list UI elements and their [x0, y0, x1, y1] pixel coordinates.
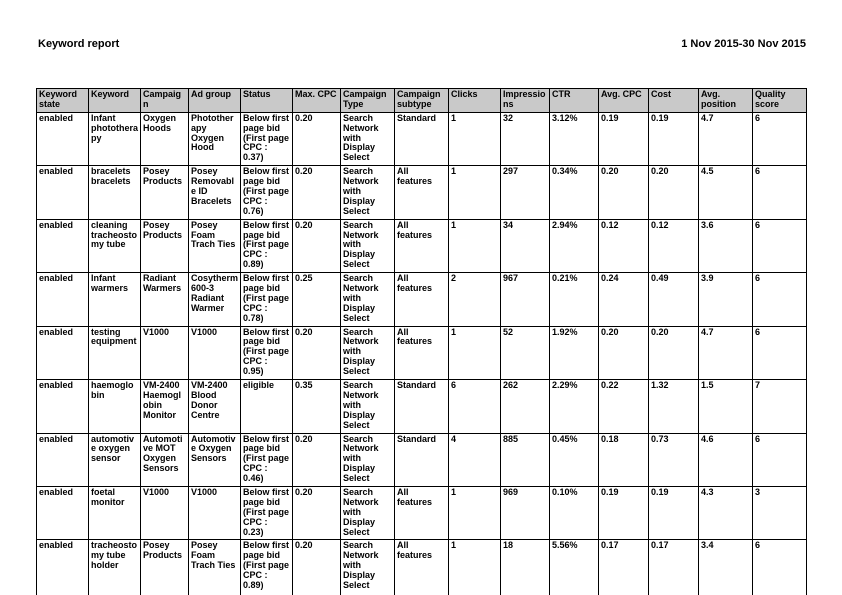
table-cell: 3.6	[699, 219, 753, 272]
table-cell: Posey Products	[141, 540, 189, 595]
table-cell: 6	[753, 112, 807, 165]
table-cell: Below first page bid (First page CPC : 0.78)	[241, 273, 293, 326]
table-cell: 0.20	[599, 326, 649, 379]
report-title: Keyword report	[38, 38, 120, 50]
table-cell: VM-2400 Haemoglobin Monitor	[141, 380, 189, 433]
table-cell: 967	[501, 273, 550, 326]
table-cell: enabled	[37, 273, 89, 326]
table-cell: V1000	[189, 326, 241, 379]
table-cell: 4	[449, 433, 501, 486]
column-header: Cost	[649, 89, 699, 113]
table-cell: Standard	[395, 380, 449, 433]
table-cell: Posey Foam Trach Ties	[189, 540, 241, 595]
table-cell: Search Network with Display Select	[341, 380, 395, 433]
column-header: Campaign Type	[341, 89, 395, 113]
table-cell: 0.73	[649, 433, 699, 486]
table-cell: 969	[501, 486, 550, 539]
table-cell: 18	[501, 540, 550, 595]
table-cell: All features	[395, 540, 449, 595]
table-cell: 1	[449, 326, 501, 379]
table-cell: 0.20	[293, 166, 341, 219]
keyword-report-table	[36, 88, 807, 595]
table-cell: Radiant Warmers	[141, 273, 189, 326]
table-cell: haemoglobin	[89, 380, 141, 433]
table-cell: Automotive MOT Oxygen Sensors	[141, 433, 189, 486]
table-cell: Search Network with Display Select	[341, 219, 395, 272]
table-cell: 6	[753, 540, 807, 595]
table-cell: 3.4	[699, 540, 753, 595]
table-cell: 3.12%	[550, 112, 599, 165]
table-cell: Phototherapy Oxygen Hood	[189, 112, 241, 165]
column-header: Status	[241, 89, 293, 113]
table-cell: bracelets bracelets	[89, 166, 141, 219]
table-cell: 6	[753, 433, 807, 486]
table-cell: 0.19	[599, 486, 649, 539]
table-cell: enabled	[37, 540, 89, 595]
table-cell: Search Network with Display Select	[341, 166, 395, 219]
column-header: Campaign	[141, 89, 189, 113]
table-cell: 1	[449, 540, 501, 595]
table-cell: 4.7	[699, 112, 753, 165]
table-header-row	[37, 89, 807, 113]
table-cell: enabled	[37, 380, 89, 433]
table-cell: 4.3	[699, 486, 753, 539]
table-cell: foetal monitor	[89, 486, 141, 539]
table-cell: Infant warmers	[89, 273, 141, 326]
table-cell: 5.56%	[550, 540, 599, 595]
table-row	[37, 486, 807, 539]
column-header: Avg. CPC	[599, 89, 649, 113]
table-row	[37, 540, 807, 595]
table-cell: enabled	[37, 219, 89, 272]
table-cell: 0.24	[599, 273, 649, 326]
column-header: Keyword	[89, 89, 141, 113]
table-cell: Search Network with Display Select	[341, 433, 395, 486]
table-cell: 0.20	[293, 219, 341, 272]
table-cell: enabled	[37, 166, 89, 219]
table-cell: 1	[449, 219, 501, 272]
table-cell: enabled	[37, 433, 89, 486]
table-cell: 1	[449, 112, 501, 165]
table-cell: 885	[501, 433, 550, 486]
report-header	[38, 38, 806, 50]
table-cell: 52	[501, 326, 550, 379]
table-cell: tracheostomy tube holder	[89, 540, 141, 595]
table-cell: Below first page bid (First page CPC : 0.95)	[241, 326, 293, 379]
table-cell: 0.19	[649, 112, 699, 165]
table-cell: V1000	[189, 486, 241, 539]
table-row	[37, 219, 807, 272]
table-cell: enabled	[37, 486, 89, 539]
column-header: Avg. position	[699, 89, 753, 113]
table-cell: Oxygen Hoods	[141, 112, 189, 165]
table-cell: 0.45%	[550, 433, 599, 486]
table-cell: 1	[449, 166, 501, 219]
table-row	[37, 380, 807, 433]
column-header: Keyword state	[37, 89, 89, 113]
table-cell: Below first page bid (First page CPC : 0.37)	[241, 112, 293, 165]
table-cell: 0.20	[599, 166, 649, 219]
table-row	[37, 273, 807, 326]
table-cell: 34	[501, 219, 550, 272]
table-cell: eligible	[241, 380, 293, 433]
table-cell: Below first page bid (First page CPC : 0.46)	[241, 433, 293, 486]
table-cell: 1.5	[699, 380, 753, 433]
table-cell: V1000	[141, 326, 189, 379]
table-cell: cleaning tracheostomy tube	[89, 219, 141, 272]
column-header: CTR	[550, 89, 599, 113]
table-cell: 0.20	[293, 326, 341, 379]
table-cell: 0.19	[599, 112, 649, 165]
table-cell: 1.92%	[550, 326, 599, 379]
column-header: Quality score	[753, 89, 807, 113]
table-cell: 0.25	[293, 273, 341, 326]
table-cell: 297	[501, 166, 550, 219]
table-cell: 1.32	[649, 380, 699, 433]
table-cell: 4.5	[699, 166, 753, 219]
table-cell: All features	[395, 166, 449, 219]
table-cell: 0.12	[649, 219, 699, 272]
table-cell: 6	[753, 273, 807, 326]
column-header: Campaign subtype	[395, 89, 449, 113]
table-cell: Posey Products	[141, 166, 189, 219]
table-cell: 0.22	[599, 380, 649, 433]
table-cell: 0.20	[649, 166, 699, 219]
table-cell: enabled	[37, 326, 89, 379]
table-cell: All features	[395, 273, 449, 326]
table-cell: 0.10%	[550, 486, 599, 539]
table-cell: 3	[753, 486, 807, 539]
table-cell: 4.7	[699, 326, 753, 379]
table-cell: 6	[753, 166, 807, 219]
table-cell: Posey Products	[141, 219, 189, 272]
table-cell: 0.34%	[550, 166, 599, 219]
table-cell: 32	[501, 112, 550, 165]
table-cell: 0.20	[293, 433, 341, 486]
table-cell: 0.20	[293, 112, 341, 165]
table-row	[37, 433, 807, 486]
table-cell: 6	[449, 380, 501, 433]
table-cell: 2	[449, 273, 501, 326]
table-cell: 4.6	[699, 433, 753, 486]
table-cell: 3.9	[699, 273, 753, 326]
table-cell: Search Network with Display Select	[341, 273, 395, 326]
table-cell: Posey Removable ID Bracelets	[189, 166, 241, 219]
table-cell: 0.49	[649, 273, 699, 326]
table-cell: 0.17	[599, 540, 649, 595]
table-row	[37, 112, 807, 165]
table-cell: Below first page bid (First page CPC : 0.89)	[241, 540, 293, 595]
table-cell: 6	[753, 326, 807, 379]
table-cell: 0.20	[293, 486, 341, 539]
table-cell: testing equipment	[89, 326, 141, 379]
table-cell: Search Network with Display Select	[341, 486, 395, 539]
table-cell: Search Network with Display Select	[341, 540, 395, 595]
column-header: Clicks	[449, 89, 501, 113]
table-cell: 0.35	[293, 380, 341, 433]
table-cell: Below first page bid (First page CPC : 0.76)	[241, 166, 293, 219]
table-cell: All features	[395, 486, 449, 539]
table-cell: Standard	[395, 433, 449, 486]
table-cell: 0.21%	[550, 273, 599, 326]
table-cell: Standard	[395, 112, 449, 165]
table-row	[37, 326, 807, 379]
table-cell: Below first page bid (First page CPC : 0.89)	[241, 219, 293, 272]
table-cell: 0.17	[649, 540, 699, 595]
table-cell: Automotive Oxygen Sensors	[189, 433, 241, 486]
table-cell: 0.19	[649, 486, 699, 539]
column-header: Impressions	[501, 89, 550, 113]
table-cell: 6	[753, 219, 807, 272]
table-cell: Posey Foam Trach Ties	[189, 219, 241, 272]
table-cell: 0.18	[599, 433, 649, 486]
table-cell: 262	[501, 380, 550, 433]
table-cell: automotive oxygen sensor	[89, 433, 141, 486]
column-header: Ad group	[189, 89, 241, 113]
table-cell: 1	[449, 486, 501, 539]
table-cell: All features	[395, 219, 449, 272]
table-cell: Infant phototherapy	[89, 112, 141, 165]
table-row	[37, 166, 807, 219]
table-cell: Cosytherm 600-3 Radiant Warmer	[189, 273, 241, 326]
table-cell: 2.94%	[550, 219, 599, 272]
table-cell: 0.12	[599, 219, 649, 272]
table-cell: Below first page bid (First page CPC : 0.23)	[241, 486, 293, 539]
table-cell: All features	[395, 326, 449, 379]
table-cell: V1000	[141, 486, 189, 539]
column-header: Max. CPC	[293, 89, 341, 113]
table-cell: 2.29%	[550, 380, 599, 433]
table-cell: 0.20	[649, 326, 699, 379]
table-cell: Search Network with Display Select	[341, 326, 395, 379]
table-cell: Search Network with Display Select	[341, 112, 395, 165]
table-cell: 0.20	[293, 540, 341, 595]
report-date-range: 1 Nov 2015-30 Nov 2015	[681, 38, 806, 50]
table-cell: VM-2400 Blood Donor Centre	[189, 380, 241, 433]
table-cell: enabled	[37, 112, 89, 165]
table-cell: 7	[753, 380, 807, 433]
